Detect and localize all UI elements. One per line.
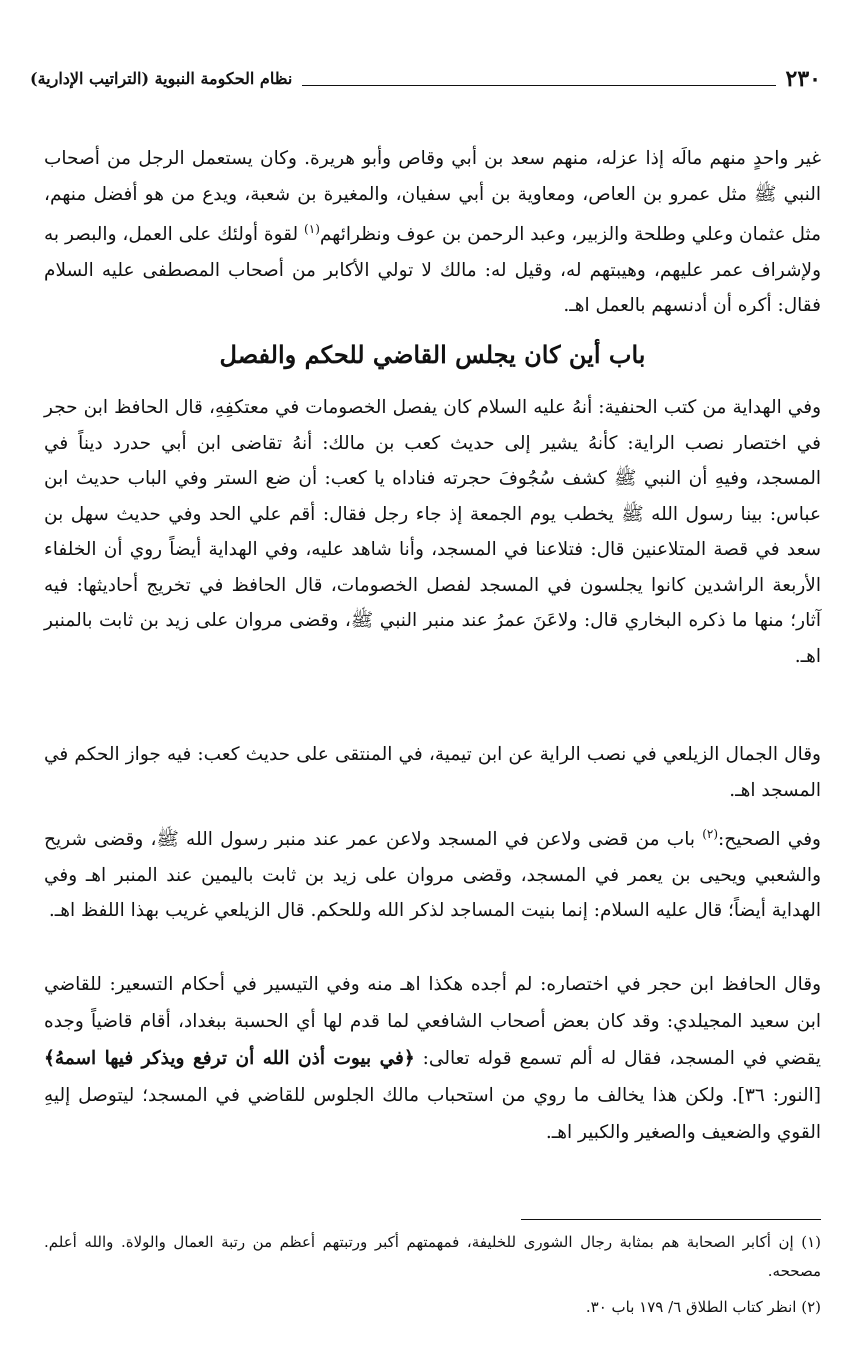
running-header [30, 62, 821, 92]
paragraph-4-lead: وفي الصحيح: [718, 829, 821, 851]
paragraph-2: وفي الهداية من كتب الحنفية: أنهُ عليه السلام كان يفصل الخصومات في معتكفِهِ، قال الحافظ ابن حجر في اختصار نصب الراية: كأنهُ يشير إلى حديث كعب بن مالك: أنهُ تقاضى ابن أبي حدرد ديناً في المسجد، وفيهِ أن النبي ﷺ كشف سُجُوفَ حجرته فناداه يا كعب: أن ضع الستر وفي الباب حديث ابن عباس: بينا رسول الله ﷺ يخطب يوم الجمعة إذ جاء رجل فقال: أقم علي الحد وفي حديث سهل بن سعد في قصة المتلاعنين قال: فتلاعنا في المسجد، وأنا شاهد عليه، وفي الهداية أيضاً روي أن الخلفاء الأربعة الراشدين كانوا يجلسون في المسجد لفصل الخصومات، قال الحافظ في تخريج أحاديثها: فيه آثار؛ منها ما ذكره البخاري قال: ولاعَنَ عمرُ عند منبر النبي ﷺ، وقضى مروان على زيد بن ثابت بالمنبر اهـ. [44, 397, 821, 667]
paragraph-5-text: وقال الحافظ ابن حجر في اختصاره: لم أجده هكذا اهـ منه وفي التيسير في أحكام التسعير: للقاضي ابن سعيد المجيلدي: وقد كان بعض أصحاب الشافعي لما قدم لها أي الحسبة ببغداد، أقام قاضياً وجده يقضي في المسجد، فقال له ألم تسمع قوله تعالى: [44, 974, 821, 1069]
paragraph-5-tail: [النور: ٣٦]. ولكن هذا يخالف ما روي من استحباب مالك الجلوس للقاضي في المسجد؛ ليتوصل إليهِ القوي والضعيف والصغير والكبير اهـ. [44, 1085, 821, 1143]
page-number: ٢٣٠ [785, 66, 821, 92]
paragraph-1 [44, 141, 821, 324]
footnote-separator [521, 1219, 821, 1220]
paragraph-4-text: باب من قضى ولاعن في المسجد ولاعن عمر عند منبر رسول الله ﷺ، وقضى شريح والشعبي ويحيى بن يعمر في المسجد، وقضى مروان على زيد بن ثابت باليمين عند المنبر اهـ وفي الهداية أيضاً؛ قال عليه السلام: إنما بنيت المساجد لذكر الله وللحكم. قال الزيلعي غريب بهذا اللفظ اهـ. [44, 829, 821, 922]
paragraph-1-text: غير واحدٍ منهم مالَه إذا عزله، منهم سعد بن أبي وقاص وأبو هريرة. وكان يستعمل الرجل من أصحاب النبي ﷺ مثل عمرو بن العاص، ومعاوية بن أبي سفيان، والمغيرة بن شعبة، ويدع من هو أفضل منهم، مثل عثمان وعلي وطلحة والزبير، وعبد الرحمن بن عوف ونظرائهم [44, 148, 821, 246]
running-title: نظام الحكومة النبوية (التراتيب الإدارية) [30, 69, 293, 88]
paragraph-3: وقال الجمال الزيلعي في نصب الراية عن ابن تيمية، في المنتقى على حديث كعب: فيه جواز الحكم في المسجد اهـ. [44, 744, 821, 801]
footnote-2: (٢) انظر كتاب الطلاق ٦/ ١٧٩ باب ٣٠. [585, 1298, 821, 1316]
footnote-ref-1[interactable]: (١) [304, 222, 320, 236]
footnote-ref-2[interactable]: (٢) [702, 827, 719, 841]
paragraph-4 [44, 817, 821, 929]
section-heading: باب أين كان يجلس القاضي للحكم والفصل [219, 340, 646, 369]
paragraph-1-tail: لقوة أولئك على العمل، والبصر به ولإشراف عمر عليهم، وهيبتهم له، وقيل له: مالك لا تولي الأكابر من أصحاب المصطفى عليه السلام فقال: أكره أن أدنسهم بالعمل اهـ. [44, 224, 821, 317]
footnote-1: (١) إن أكابر الصحابة هم بمثابة رجال الشورى للخليفة، فمهمتهم أكبر ورتبتهم أعظم من رتبة العمال والولاة. والله أعلم. مصححه. [44, 1233, 821, 1280]
header-rule [302, 85, 775, 86]
paragraph-5 [44, 966, 821, 1151]
quran-quote: ﴿في بيوت أذن الله أن ترفع ويذكر فيها اسمهُ﴾ [44, 1048, 415, 1069]
